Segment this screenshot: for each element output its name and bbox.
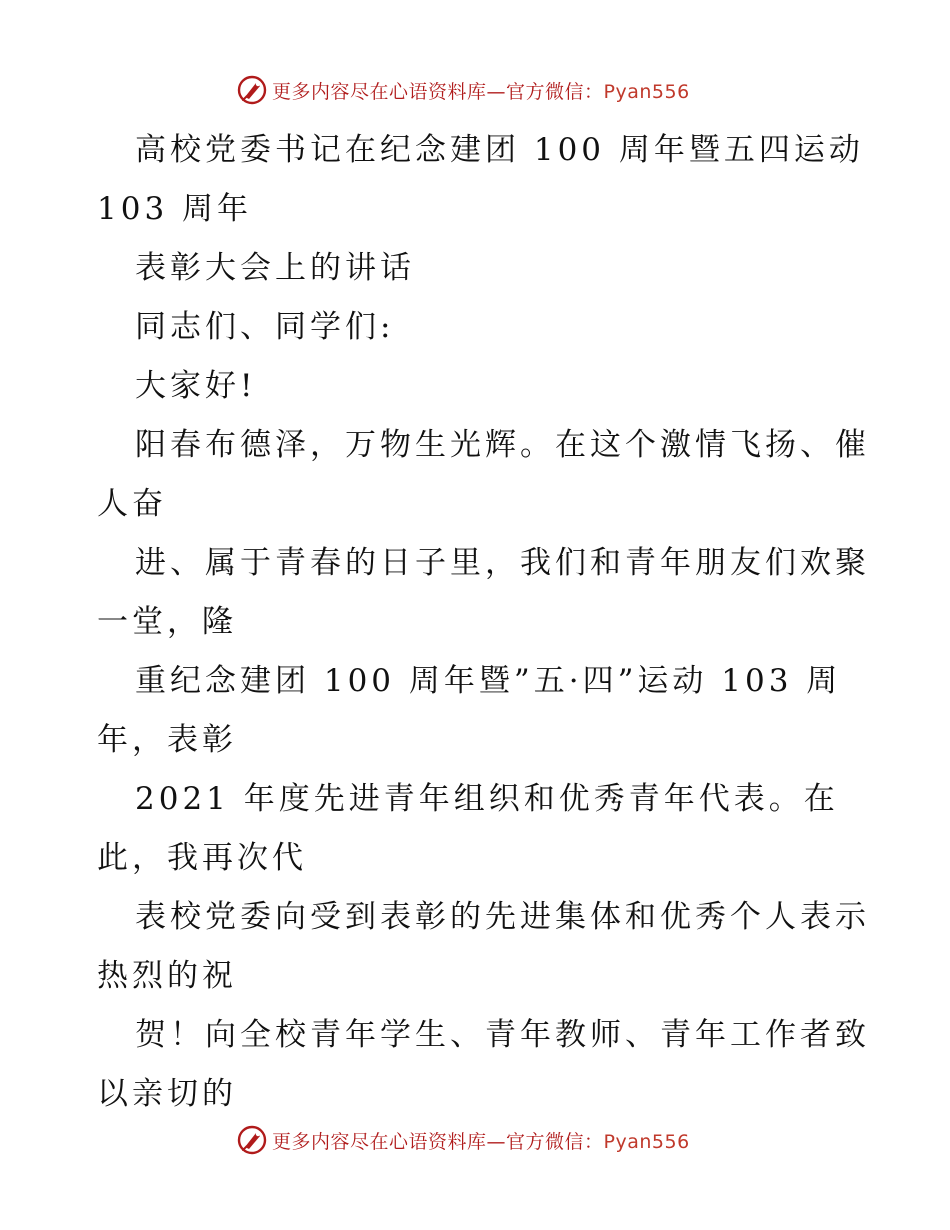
greeting: 大家好! [135, 368, 257, 404]
watermark-wechat-label: 官方微信： [506, 80, 604, 103]
watermark-wechat-id: Pyan556 [603, 80, 690, 103]
quill-logo-icon [236, 74, 268, 106]
paragraph-line: 一堂，隆 [97, 604, 237, 640]
paragraph-line: 表校党委向受到表彰的先进集体和优秀个人表示 [135, 899, 870, 935]
paragraph-line: 人奋 [97, 486, 167, 522]
paragraph-line: 重纪念建团 100 周年暨”五·四”运动 103 周 [135, 663, 842, 699]
watermark-wechat-label: 官方微信： [506, 1130, 604, 1153]
document-body [97, 121, 870, 1124]
watermark-main-text: 更多内容尽在心语资料库 [272, 1130, 487, 1153]
header-watermark [236, 72, 690, 108]
paragraph-line: 2021 年度先进青年组织和优秀青年代表。在 [135, 781, 839, 817]
watermark-main-text: 更多内容尽在心语资料库 [272, 80, 487, 103]
watermark-separator: — [486, 80, 507, 103]
watermark-text [272, 1127, 690, 1154]
paragraph-line: 以亲切的 [97, 1076, 237, 1112]
title-line-1: 高校党委书记在纪念建团 100 周年暨五四运动 [135, 132, 864, 168]
watermark-text [272, 77, 690, 104]
paragraph-line: 贺！向全校青年学生、青年教师、青年工作者致 [135, 1017, 870, 1053]
watermark-wechat-id: Pyan556 [603, 1130, 690, 1153]
footer-watermark [236, 1122, 690, 1158]
paragraph-line: 阳春布德泽，万物生光辉。在这个激情飞扬、催 [135, 427, 870, 463]
title-line-2: 103 周年 [97, 191, 253, 227]
salutation: 同志们、同学们: [135, 309, 395, 345]
paragraph-line: 此，我再次代 [97, 840, 307, 876]
paragraph-line: 进、属于青春的日子里，我们和青年朋友们欢聚 [135, 545, 870, 581]
quill-logo-icon [236, 1124, 268, 1156]
paragraph-line: 热烈的祝 [97, 958, 237, 994]
title-line-3: 表彰大会上的讲话 [135, 250, 415, 286]
paragraph-line: 年，表彰 [97, 722, 237, 758]
watermark-separator: — [486, 1130, 507, 1153]
